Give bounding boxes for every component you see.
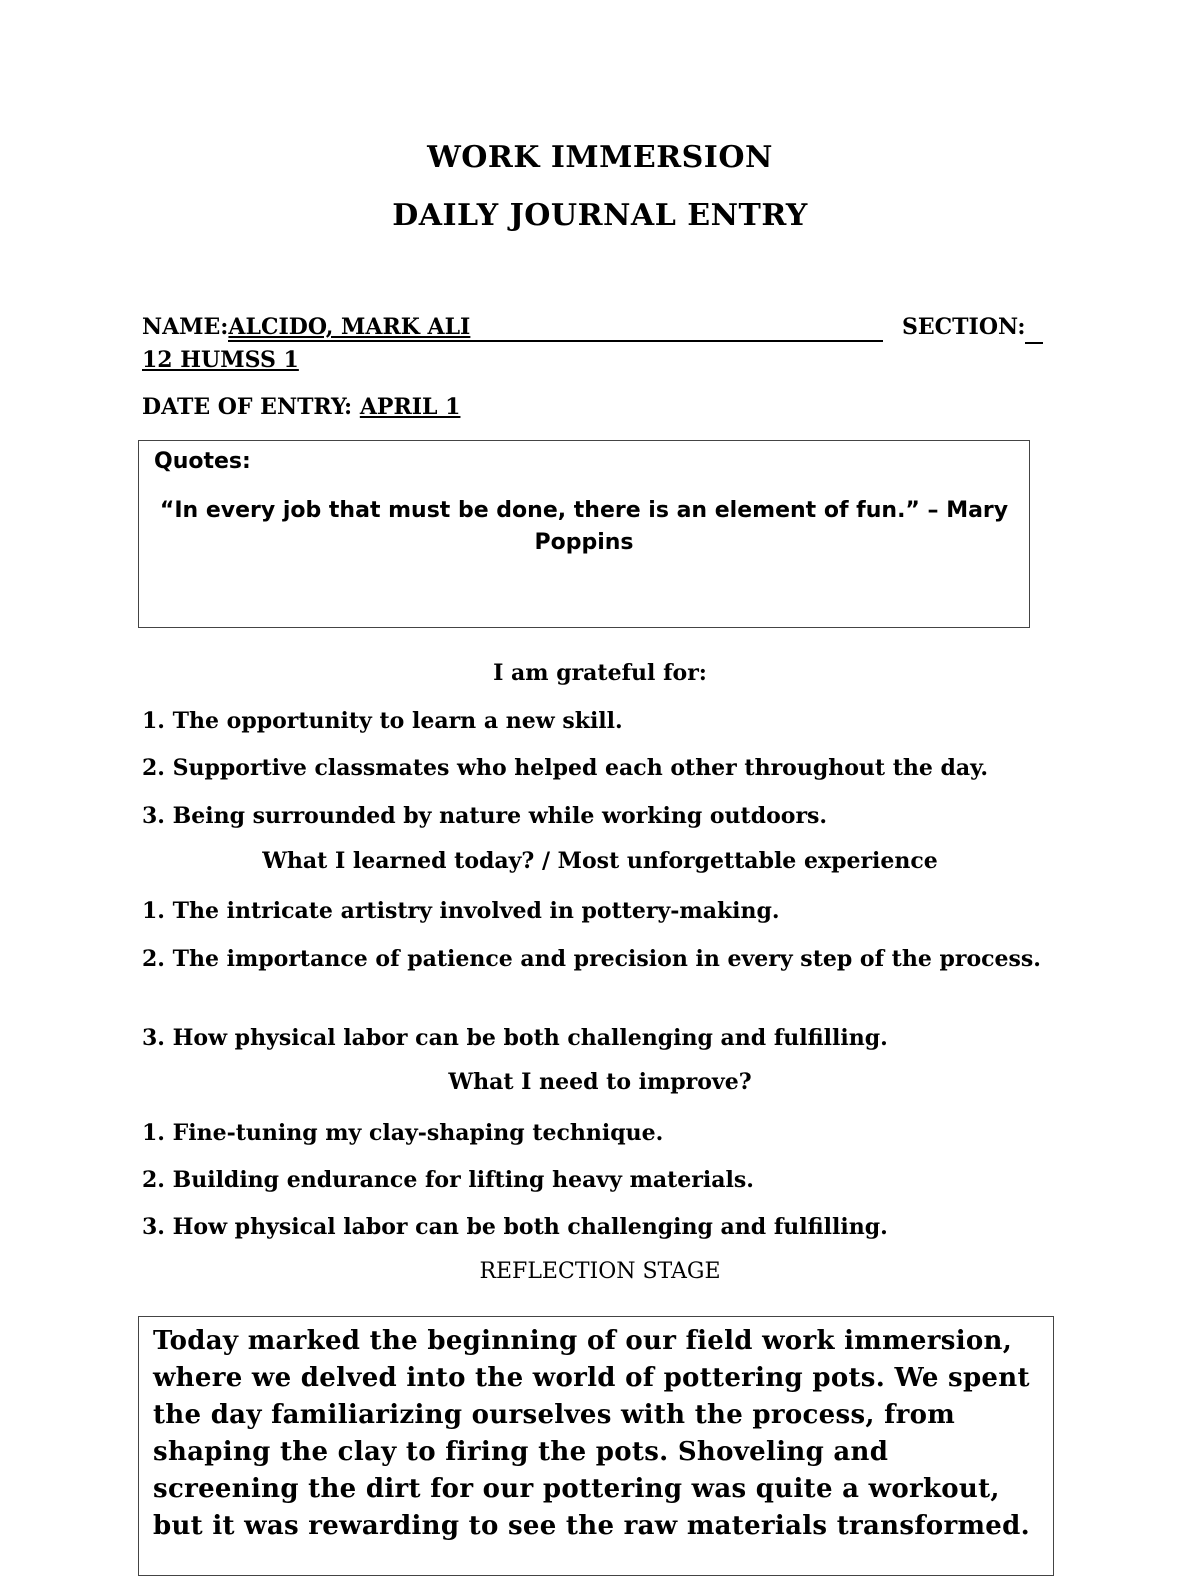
document-title: WORK IMMERSION	[427, 140, 773, 175]
reflection-text: Today marked the beginning of our field work immersion, where we delved into the world of pottering pots. We spent the day familiarizing ourselves with the process, from shaping the clay to firing the pots. Shoveling and screening the dirt for our pottering was quite a workout, but it was rewarding to see the raw materials transformed.	[153, 1326, 1030, 1541]
grateful-heading: I am grateful for:	[493, 660, 707, 686]
quotes-box	[138, 440, 1030, 628]
improve-item-3: 3. How physical labor can be both challenging and fulfilling.	[142, 1214, 888, 1240]
reflection-box	[138, 1316, 1054, 1576]
section-value: 12 HUMSS 1	[142, 347, 299, 373]
document-subtitle: DAILY JOURNAL ENTRY	[392, 198, 808, 233]
date-row	[142, 394, 460, 420]
learned-item-3: 3. How physical labor can be both challenging and fulfilling.	[142, 1025, 888, 1051]
date-label: DATE OF ENTRY:	[142, 394, 353, 420]
quote-text: “In every job that must be done, there is an element of fun.” – Mary Poppins	[159, 498, 1009, 555]
improve-heading: What I need to improve?	[448, 1069, 752, 1095]
name-row	[142, 314, 883, 342]
grateful-item-1: 1. The opportunity to learn a new skill.	[142, 708, 623, 734]
improve-item-2: 2. Building endurance for lifting heavy materials.	[142, 1167, 754, 1193]
name-label: NAME:	[142, 314, 229, 340]
name-value-field	[228, 314, 883, 342]
quotes-label: Quotes:	[154, 449, 251, 474]
date-value: APRIL 1	[359, 394, 461, 420]
grateful-item-3: 3. Being surrounded by nature while working outdoors.	[142, 803, 828, 829]
grateful-item-2: 2. Supportive classmates who helped each other throughout the day.	[142, 755, 989, 781]
learned-item-1: 1. The intricate artistry involved in pottery-making.	[142, 898, 780, 924]
improve-item-1: 1. Fine-tuning my clay-shaping technique.	[142, 1120, 664, 1146]
learned-item-2: 2. The importance of patience and precision in every step of the process.	[142, 946, 1041, 972]
reflection-heading: REFLECTION STAGE	[479, 1259, 721, 1284]
learned-heading: What I learned today? / Most unforgettable experience	[262, 848, 938, 874]
section-underline	[1025, 314, 1043, 344]
name-value: ALCIDO, MARK ALI	[228, 314, 471, 340]
section-label: SECTION:	[902, 314, 1026, 340]
